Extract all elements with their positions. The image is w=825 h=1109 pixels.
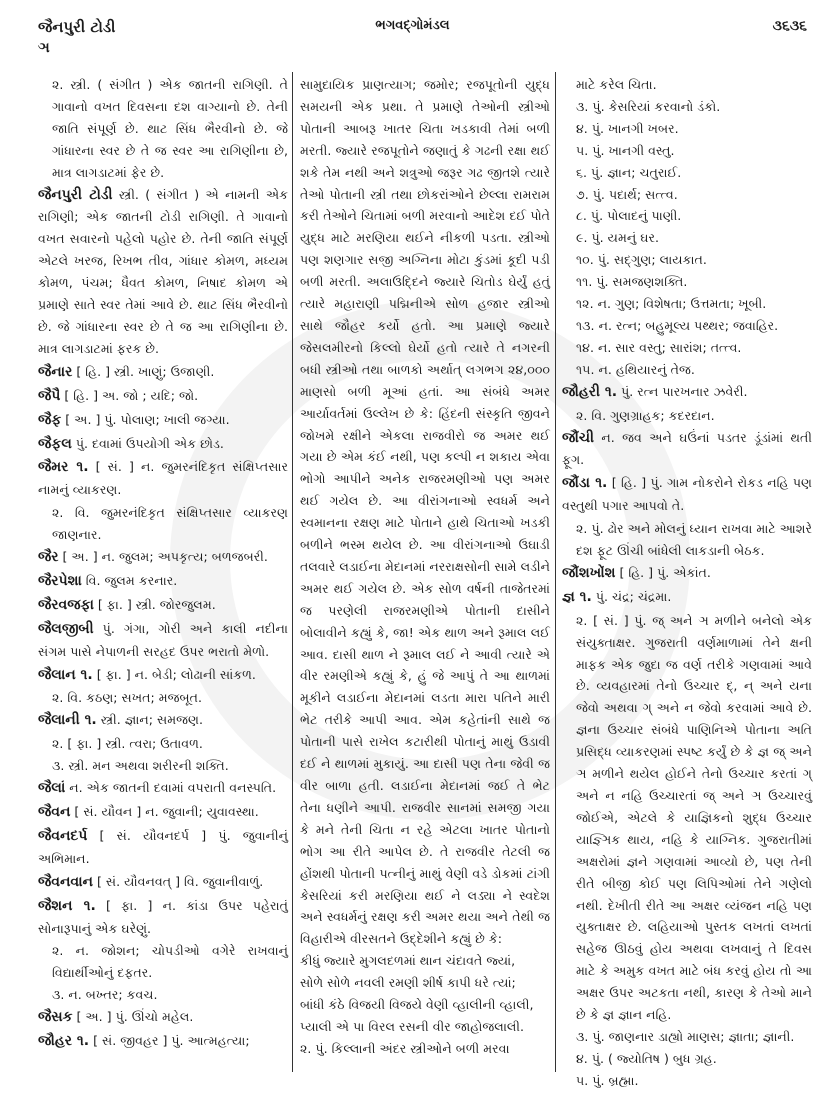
- definition: [ ફા. ] ન. બેડી; લોઢાની સાંકળ.: [92, 666, 256, 682]
- sense-item: ૨. વિ. ગુણગ્રાહક; કદરદાન.: [576, 407, 715, 423]
- sense-item: ૩. ન. બખ્તર; કવચ.: [52, 987, 158, 1003]
- sense-item: ૪. પું. ( જ્યોતિષ ) બુધ ગ્રહ.: [576, 1050, 717, 1066]
- jauhar-description: સામુદાયિક પ્રાણત્યાગ; જમોર; રજપૂતોની યુદ્ધ સમયની એક પ્રથા. તે પ્રમાણે તેઓની સ્ત્રીઓ પોતાની આબરૂ ખાતર ચિતા ખડકાવી તેમાં બળી મરતી. જ્યારે રજપૂતોને જણાતું કે ગઢની રક્ષા થઈ શકે તેમ નથી અને શત્રુઓ જરૂર ગઢ જીતશે ત્યારે તેઓ પોતાની સ્ત્રી તથા છોકરાંઓને છેલ્લા રામરામ કરી તેઓને ચિતામાં બળી મરવાનો આદેશ દઈ પોતે યુદ્ધ માટે મરણિયા થઈને નીકળી પડતા. સ્ત્રીઓ પણ શણગાર સજી અગ્નિના મોટા કુંડમાં કૂદી પડી બળી મરતી. અલાઉદ્દિને જ્યારે ચિતોડ ઘેર્યું હતું ત્યારે મહારાણી પદ્મિનીએ સોળ હજાર સ્ત્રીઓ સાથે જૌહર કર્યો હતો. આ પ્રમાણે જ્યારે જેસલમીરનો કિલ્લો ઘેર્યો હતો ત્યારે તે નગરની બધી સ્ત્રીઓ તથા બાળકો અર્થાત્ લગભગ ૨૪,૦૦૦ માણસો બળી મૂઆં હતાં. આ સંબંધે અમર આર્યાવર્તમાં ઉલ્લેખ છે કે: હિંદની સંસ્કૃતિ જીવને જોખમે રક્ષીને એકલા રાજવીરો જ અમર થઈ ગયા છે એમ કંઈ નથી, પણ કલ્પી ન શકાય એવા ભોગો આપીને અનેક રાજરમણીઓ પણ અમર થઈ ગયેલ છે. આ વીરાંગનાઓ સ્વધર્મ અને સ્વમાનના રક્ષણ માટે પોતાને હાથે ચિતાઓ ખડકી બળીને ભસ્મ થયેલ છે. આ વીરાંગનાઓ ઉઘાડી તલવારે લડાઈના મેદાનમાં નરરાક્ષસોની સામે લડીને અમર થઈ ગયેલ છે. એક સોળ વર્ષની તાજેતરમાં જ પરણેલી રાજરમણીએ પોતાની દાસીને બોલાવીને કહ્યું કે, જા! એક થાળ અને રૂમાલ લઈ આવ. દાસી થાળ ને રૂમાલ લઈ ને આવી ત્યારે એ વીર રમણીએ કહ્યું કે, હું જે આપું તે આ થાળમાં મૂકીને લડાઈના મેદાનમાં લડતા મારા પતિને મારી ભેટ તરીકે આપી આવ. એમ કહેતાંની સાથે જ પોતાની પાસે રાખેલ કટારીથી પોતાનું માથું ઉડાવી દઈ ને થાળમાં મુકાયું. આ દાસી પણ તેના જેવી જ વીર બાળા હતી. લડાઈના મેદાનમાં જઈ તે ભેટ તેના ધણીને આપી. રાજવીર સાનમાં સમજી ગયા કે મને તેની ચિતા ન રહે એટલા ખાતર પોતાનો ભોગ આ રીતે આપેલ છે. તે રાજવીર તેટલી જ હોંશથી પોતાની પત્નીનું માથું વેણી વડે ડોકમાં ટાંગી કેસરિયાં કરી મરણિયા થઈ ને લડ્યા ને સ્વદેશ અને સ્વધર્મનું રક્ષણ કરી અમર થયા અને તેથી જ વિહારીએ વીરસતને ઉદ્દેશીને કહ્યું છે કે:: [300, 77, 550, 947]
- sense-item: ૩. પું. જાણનાર ડાહ્યો માણસ; જ્ઞાતા; જ્ઞાની.: [576, 1028, 795, 1044]
- sense-item: ૧૪. ન. સાર વસ્તુ; સારાંશ; તત્ત્વ.: [576, 339, 742, 355]
- sense-item: ૩. સ્ત્રી. મન અથવા શરીરની શક્તિ.: [52, 758, 229, 774]
- section-letter: ઞ: [38, 40, 50, 56]
- definition: [ ફા. ] સ્ત્રી. જોરજુલમ.: [93, 596, 216, 612]
- dictionary-entry: [562, 427, 812, 472]
- verse-line: કીધું જ્યારે મુગલદળમાં થાન ચંદાવતે જ્યાં,: [300, 953, 516, 969]
- definition: વિ. જુલમ કરનાર.: [81, 572, 178, 588]
- headword: જૌંશખોંશ: [562, 564, 616, 581]
- headword: જૈરપેશા: [38, 572, 82, 589]
- column-right: [562, 74, 812, 1092]
- sense-item: ૭. પું. પદાર્થ; સત્ત્વ.: [576, 186, 678, 202]
- sense-item: ૩. પું. કેસરિયાં કરવાનો ડંકો.: [576, 98, 721, 114]
- sense-item: ૨. વિ. જુમરનંદિકૃત સંક્ષિપ્તસાર વ્યાકરણ જાણનાર.: [52, 505, 288, 543]
- definition: પું. દવામાં ઉપયોગી એક છોડ.: [71, 435, 224, 451]
- sense-item: ૨. સ્ત્રી. ( સંગીત ) એક જાતની રાગિણી. તે ગાવાનો વખત દિવસના દશ વાગ્યાનો છે. તેની જાતિ સંપૂર્ણ છે. થાટ સિંધ ભૈરવીનો છે. જે ગાંધારના સ્વર છે તે જ સ્વર આ રાગિણીના છે, માત્ર લાગડાટમાં ફેર છે.: [52, 77, 288, 180]
- definition: [ અ. ] પું. ઊંચો મહેલ.: [72, 1009, 194, 1025]
- definition: [ હિ. ] પું. એકાંત.: [615, 564, 711, 580]
- headword: જૈફ: [38, 411, 62, 428]
- sense-item: ૧૦. પું. સદ્ગુણ; લાયકાત.: [576, 252, 707, 268]
- dictionary-entry: [38, 433, 288, 456]
- definition: [ સં. યૌવનવત્ ] વિ. જુવાનીવાળું.: [92, 873, 264, 889]
- sense-item: ૨. વિ. કઠણ; સખત; મજબૂત.: [52, 690, 202, 706]
- dictionary-entry: [562, 586, 812, 609]
- sense-item: ૧૨. ન. ગુણ; વિશેષતા; ઉત્તમતા; ખૂબી.: [576, 296, 767, 312]
- column-middle: [300, 74, 550, 1060]
- definition: સ્ત્રી. જ્ઞાન; સમજણ.: [96, 712, 203, 728]
- dictionary-entry: [38, 456, 288, 501]
- verse-line: પ્યાલી એ પા વિરલ રસની વીર જાહોજલાલી.: [300, 1018, 525, 1034]
- headword: જૈફલ: [38, 435, 72, 452]
- dictionary-entry: [562, 381, 812, 404]
- dictionary-entry: [38, 1030, 288, 1053]
- definition: ન. જવ અને ઘઉંનાં પડતર ડૂંડાંમાં થતી ફૂગ.: [562, 429, 812, 468]
- headword: જૈશન ૧.: [38, 897, 96, 914]
- headword: જૈનપુરી ટોડી: [38, 186, 113, 203]
- sense-item: ૮. પું. પોલાદનું પાણી.: [576, 208, 682, 224]
- headword: જૌહર ૧.: [38, 1033, 90, 1050]
- definition: [ હિ. ] સ્ત્રી. ખાણું; ઉજાણી.: [72, 363, 215, 379]
- headword: જૈવનદર્પ: [38, 827, 88, 844]
- dictionary-entry: [562, 472, 812, 517]
- definition: ન. એક જાતની દવામાં વપરાતી વનસ્પતિ.: [65, 780, 277, 796]
- definition: [ હિ. ] પું. ગામ નોકરોને રોકડ નહિ પણ વસ્તુથી પગાર આપવો તે.: [562, 475, 812, 514]
- definition: [ અ. ] ન. જુલમ; અપકૃત્ય; બળજબરી.: [58, 549, 268, 565]
- definition: [ હિ. ] અ. જો ; યદિ; જો.: [60, 387, 199, 403]
- definition: [ સં. જીવહર ] પું. આત્મહત્યા;: [89, 1033, 250, 1049]
- verse-line: સોળે સોળે નવલી રમણી શીર્ષ કાપી ધરે ત્યાં;: [300, 975, 516, 991]
- column-divider: [292, 72, 293, 1072]
- definition-continuation: માટે કરેલ ચિતા.: [576, 77, 657, 92]
- headword: જૈલજીબી: [38, 620, 94, 637]
- headword: જૈનાર: [38, 363, 73, 380]
- dictionary-entry: [38, 777, 288, 800]
- guide-word: જૈનપુરી ટોડી: [38, 18, 116, 36]
- definition: પું. રત્ન પારખનાર ઝવેરી.: [617, 383, 748, 399]
- definition: સ્ત્રી. ( સંગીત ) એ નામની એક રાગિણી; એક જાતની ટોડી રાગિણી. તે ગાવાનો વખત સવારનો પહેલો પહોર છે. તેની જાતિ સંપૂર્ણ એટલે ખરજ, રિખભ તીવ, ગાંધાર કોમળ, મધ્યમ કોમળ, પંચમ; ધૈવત કોમળ, નિષાદ કોમળ એ પ્રમાણે સાતે સ્વર તેમાં આવે છે. થાટ સિંધ ભૈરવીનો છે. જે ગાંધારના સ્વર છે તે જ આ રાગિણીના છે. માત્ર લાગડાટમાં ફરક છે.: [38, 186, 288, 356]
- column-left: [38, 74, 288, 1054]
- dictionary-entry: [562, 562, 812, 585]
- definition: [ ફા. ] ન. કાંડા ઉપર પહેરાતું સોનારૂપાનું એક ઘરેણું.: [38, 897, 288, 936]
- headword: જ્ઞ ૧.: [562, 588, 592, 605]
- dictionary-title: ભગવદ્ગોમંડલ: [375, 18, 450, 33]
- headword: જૈવન: [38, 804, 71, 820]
- definition: [ અ. ] પું. પોલાણ; ખાલી જગ્યા.: [61, 411, 230, 427]
- sense-item: ૧૧. પું. સમજણશક્તિ.: [576, 274, 688, 290]
- dictionary-entry: [38, 895, 288, 940]
- dictionary-entry: [38, 570, 288, 593]
- definition: [ સં. યૌવન ] ન. જુવાની; યુવાવસ્થા.: [70, 804, 259, 819]
- dictionary-entry: [38, 801, 288, 824]
- headword: જૈલાની ૧.: [38, 712, 97, 729]
- sense-item: ૨. પું. કિલ્લાની અંદર સ્ત્રીઓને બળી મરવા: [300, 1040, 510, 1056]
- sense-item: ૨. [ ફા. ] સ્ત્રી. ત્વરા; ઉતાવળ.: [52, 736, 203, 752]
- dictionary-entry: [38, 594, 288, 617]
- sense-item: ૫. પું. ખાનગી વસ્તુ.: [576, 142, 675, 158]
- sense-item: ૬. પું. જ્ઞાન; ચતુરાઈ.: [576, 164, 682, 180]
- definition: પું. ચંદ્ર; ચંદ્રમા.: [591, 588, 672, 604]
- sense-item: ૨. ન. જોશન; ચોપડીઓ વગેરે રાખવાનું વિદ્યાર્થીઓનું દફતર.: [52, 943, 288, 981]
- dictionary-entry: [38, 361, 288, 384]
- verse-line: બાંધી કંઠે વિજયી વિજયે વેણી વ્હાલીની વ્હાલી,: [300, 997, 534, 1013]
- definition: [ સં. ] ન. જુમરનંદિકૃત સંક્ષિપ્તસાર નામનું વ્યાકરણ.: [38, 459, 288, 498]
- dictionary-entry: [38, 709, 288, 732]
- column-divider: [555, 72, 556, 1072]
- sense-item: ૫. પું. બ્રહ્મા.: [576, 1072, 639, 1088]
- dictionary-entry: [38, 825, 288, 870]
- headword: જૈવનવાન: [38, 873, 93, 890]
- headword: જૈપૈ: [38, 387, 61, 404]
- dictionary-entry: [38, 618, 288, 663]
- headword: જૈર: [38, 549, 59, 566]
- page-header: [0, 18, 825, 42]
- sense-item: ૯. પું. યમનું ઘર.: [576, 230, 659, 246]
- headword: જૈમર ૧.: [38, 459, 89, 476]
- headword: જૌંચી: [562, 429, 595, 446]
- headword: જૈલાન ૧.: [38, 666, 93, 683]
- page-number: ૩૬૩૬: [772, 18, 807, 34]
- headword: જૈલાં: [38, 780, 66, 797]
- dictionary-entry: [38, 184, 288, 360]
- dictionary-entry: [38, 546, 288, 569]
- sense-item: ૨. [ સં. ] પું. જ્ અને ઞ મળીને બનેલો એક સંયુક્તાક્ષર. ગુજરાતી વર્ણમાળામાં તેને ક્ષની માફક એક જુદા જ વર્ણ તરીકે ગણવામાં આવે છે. વ્યવહારમાં તેનો ઉચ્ચાર દ્, ન્ અને યના જેવો અથવા ગ્ અને ન જેવો કરવામાં આવે છે. જ્ઞના ઉચ્ચાર સંબંધે પાણિનિએ પોતાના અતિ પ્રસિદ્ધ વ્યાકરણમાં સ્પષ્ટ કર્યું છે કે જ્ઞ જ્ અને ઞ મળીને થયેલ હોઈને તેનો ઉચ્ચાર કરતાં ગ્ અને ન નહિ ઉચ્ચારતાં જ્ અને ઞ ઉચ્ચારવું જોઈએ, એટલે કે યાજ્ઞિકનો શુદ્ધ ઉચ્ચાર યાજ્ઞ્ઞિક થાય, નહિ કે યાગ્નિક. ગુજરાતીમાં અક્ષરોમાં જ્ઞને ગણવામાં આવ્યો છે, પણ તેની રીતે બીજી કોઈ પણ લિપિઓમાં તેને ગણેલો નથી. દેખીતી રીતે આ અક્ષર વ્યંજન નહિ પણ યુક્તાક્ષર છે. લહિયાઓ પુસ્તક લખતાં લખતાં સહેજ ઊઠવું હોય અથવા લખવાનું તે દિવસ માટે કે અમુક વખત માટે બંધ કરવું હોય તો આ અક્ષર ઉપર અટકતા નથી, કારણ કે તેઓ માને છે કે જ્ઞ જ્ઞાન નહિ.: [576, 612, 812, 1023]
- dictionary-entry: [38, 664, 288, 687]
- sense-item: ૪. પું. ખાનગી ખબર.: [576, 120, 679, 136]
- definition: પું. ગંગા, ગોરી અને કાલી નદીના સંગમ પાસે નેપાળની સરહદ ઉપર ભરાતો મેળો.: [38, 620, 288, 659]
- headword: જૌંડા ૧.: [562, 475, 608, 492]
- dictionary-entry: [38, 1006, 288, 1029]
- headword: જૈસક: [38, 1009, 73, 1026]
- sense-item: ૨. પું. ઢોર અને મોલનું ધ્યાન રાખવા માટે આશરે દશ ફૂટ ઊંચી બાંધેલી લાકડાની બેઠક.: [576, 521, 812, 559]
- sense-item: ૧૩. ન. રત્ન; બહુમૂલ્ય પથ્થર; જવાહિર.: [576, 317, 779, 333]
- sense-item: ૧૫. ન. હથિયારનું તેજ.: [576, 361, 695, 377]
- dictionary-entry: [38, 409, 288, 432]
- dictionary-entry: [38, 385, 288, 408]
- headword: જૌહરી ૧.: [562, 383, 618, 400]
- headword: જૈરવજફા: [38, 596, 94, 613]
- definition: [ સં. યૌવનદર્પ ] પું. જુવાનીનું અભિમાન.: [38, 827, 288, 866]
- dictionary-entry: [38, 871, 288, 894]
